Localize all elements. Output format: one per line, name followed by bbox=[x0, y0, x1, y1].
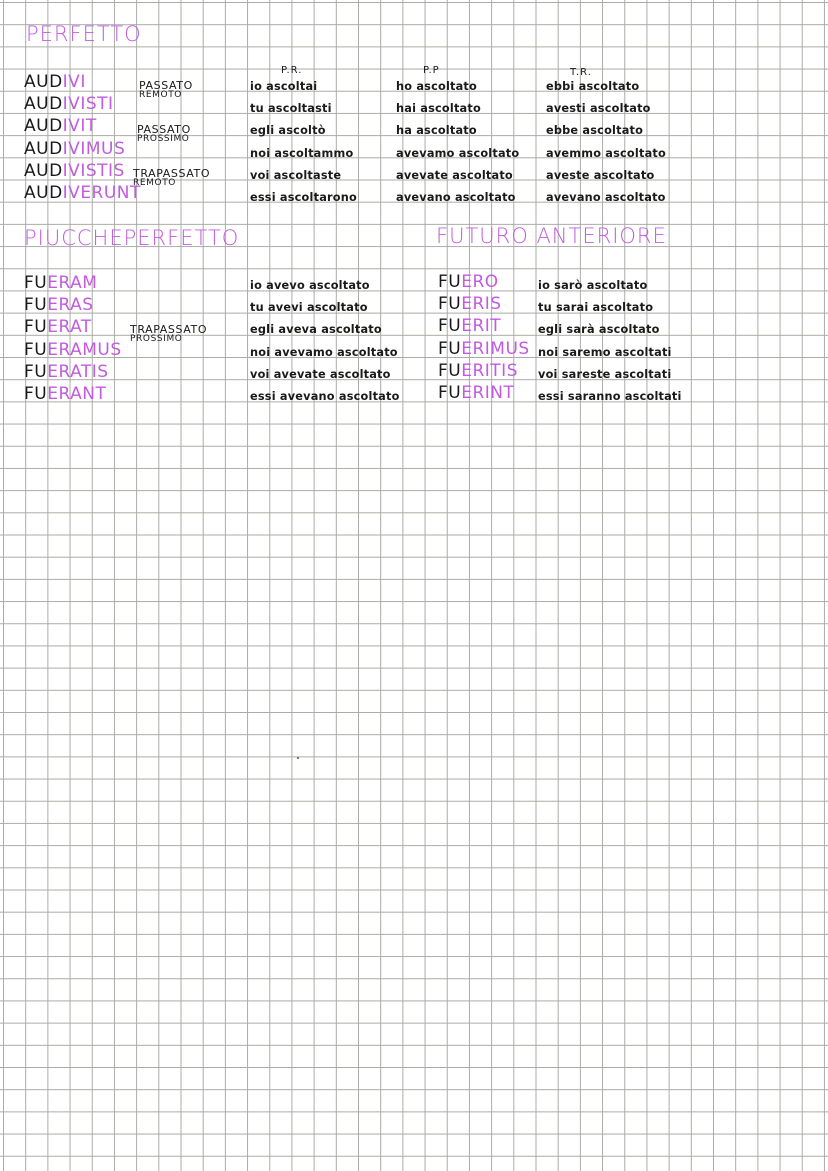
translation-row: avemmo ascoltato bbox=[546, 146, 666, 160]
verb-row bbox=[438, 315, 530, 337]
verb-ending: IVISTI bbox=[62, 94, 114, 115]
translation-column-tr bbox=[546, 76, 666, 209]
translation-row: essi ascoltarono bbox=[250, 190, 357, 204]
translation-row: voi avevate ascoltato bbox=[250, 367, 391, 381]
translation-row: avesti ascoltato bbox=[546, 102, 651, 116]
verb-stem: FU bbox=[24, 339, 48, 360]
futuro-anteriore-title: FUTURO ANTERIORE bbox=[436, 224, 667, 248]
translation-row: ebbi ascoltato bbox=[546, 80, 640, 93]
verb-stem: FU bbox=[438, 316, 462, 337]
verb-row bbox=[24, 316, 122, 338]
verb-ending: ERAMUS bbox=[47, 339, 122, 360]
verb-row bbox=[438, 271, 530, 293]
translation-row: voi ascoltaste bbox=[250, 168, 342, 182]
translation-row: tu ascoltasti bbox=[250, 102, 332, 116]
verb-ending: ERIMUS bbox=[461, 338, 530, 359]
translation-row: egli ascoltò bbox=[250, 124, 326, 138]
translation-row: avevate ascoltato bbox=[396, 168, 513, 182]
tense-label-line2: PROSSIMO bbox=[130, 334, 183, 344]
perfetto-verb-list bbox=[24, 71, 141, 204]
tense-label-passato-prossimo bbox=[137, 125, 191, 144]
verb-row bbox=[24, 182, 141, 204]
verb-ending: ERINT bbox=[461, 382, 515, 403]
verb-ending: ERIS bbox=[461, 294, 502, 315]
translation-row: noi ascoltammo bbox=[250, 146, 354, 160]
futuro-anteriore-verb-list bbox=[438, 271, 530, 404]
translation-row: avevano ascoltato bbox=[546, 190, 666, 204]
verb-row bbox=[24, 272, 122, 294]
verb-row bbox=[24, 361, 122, 383]
verb-stem: FU bbox=[438, 272, 462, 292]
verb-ending: ERATIS bbox=[47, 361, 109, 382]
translation-row: io ascoltai bbox=[250, 80, 318, 93]
column-header-tr: T.R. bbox=[570, 67, 592, 78]
verb-stem: FU bbox=[24, 295, 48, 316]
translation-row: egli sarà ascoltato bbox=[538, 323, 660, 337]
translation-row: tu sarai ascoltato bbox=[538, 301, 654, 315]
verb-row bbox=[24, 339, 122, 361]
verb-stem: FU bbox=[24, 273, 48, 293]
verb-row bbox=[438, 293, 530, 315]
verb-row bbox=[24, 383, 122, 405]
translation-row: noi saremo ascoltati bbox=[538, 345, 672, 359]
verb-ending: IVERUNT bbox=[62, 182, 141, 203]
piuccheperfetto-verb-list bbox=[24, 272, 122, 405]
translation-row: essi saranno ascoltati bbox=[538, 389, 682, 403]
verb-row bbox=[24, 294, 122, 316]
translation-row: ho ascoltato bbox=[396, 80, 477, 93]
tense-label-trapassato-prossimo bbox=[130, 325, 207, 344]
verb-row bbox=[24, 115, 141, 137]
piuccheperfetto-title: PIUCCHEPERFETTO bbox=[24, 226, 240, 250]
verb-ending: IVISTIS bbox=[62, 160, 125, 181]
verb-ending: ERAT bbox=[47, 317, 92, 338]
translation-row: egli aveva ascoltato bbox=[250, 323, 382, 337]
verb-stem: FU bbox=[438, 382, 462, 403]
tense-label-line1: TRAPASSATO bbox=[133, 167, 211, 180]
verb-ending: ERO bbox=[461, 272, 499, 292]
verb-stem: FU bbox=[438, 338, 462, 359]
translation-row: essi avevano ascoltato bbox=[250, 389, 400, 403]
tense-label-line2: REMOTO bbox=[139, 90, 182, 100]
verb-ending: ERIT bbox=[461, 316, 502, 337]
tense-label-line1: TRAPASSATO bbox=[130, 323, 208, 336]
translation-row: voi sareste ascoltati bbox=[538, 367, 672, 381]
translation-row: io avevo ascoltato bbox=[250, 279, 370, 292]
translation-column-pp bbox=[396, 76, 519, 209]
tense-label-passato-remoto bbox=[139, 81, 193, 100]
translation-row: tu avevi ascoltato bbox=[250, 301, 368, 315]
translation-row: ha ascoltato bbox=[396, 124, 477, 138]
translation-row: avevamo ascoltato bbox=[396, 146, 520, 160]
translation-row: noi avevamo ascoltato bbox=[250, 345, 398, 359]
tense-label-line1: PASSATO bbox=[139, 79, 193, 92]
verb-ending: ERANT bbox=[47, 383, 107, 404]
tense-label-line2: REMOTO bbox=[133, 178, 176, 188]
verb-stem: FU bbox=[24, 383, 48, 404]
verb-ending: ERAM bbox=[47, 273, 98, 293]
translation-row: ebbe ascoltato bbox=[546, 124, 644, 138]
tense-label-line2: PROSSIMO bbox=[137, 134, 190, 144]
verb-ending: IVIMUS bbox=[62, 138, 126, 159]
verb-stem: FU bbox=[438, 294, 462, 315]
translation-row: io sarò ascoltato bbox=[538, 279, 648, 292]
translation-row: avevano ascoltato bbox=[396, 190, 516, 204]
tense-label-line1: PASSATO bbox=[137, 123, 191, 136]
verb-stem: AUD bbox=[24, 138, 63, 159]
verb-stem: FU bbox=[438, 360, 462, 381]
translation-column-pr bbox=[250, 76, 357, 209]
verb-stem: AUD bbox=[24, 116, 63, 137]
verb-stem: AUD bbox=[24, 72, 63, 92]
pen-dot bbox=[297, 757, 299, 759]
translation-row: aveste ascoltato bbox=[546, 168, 655, 182]
verb-stem: FU bbox=[24, 317, 48, 338]
tense-label-trapassato-remoto bbox=[133, 169, 210, 188]
verb-stem: AUD bbox=[24, 160, 63, 181]
verb-row bbox=[438, 360, 530, 382]
verb-row bbox=[438, 338, 530, 360]
verb-row bbox=[24, 93, 141, 115]
verb-stem: AUD bbox=[24, 182, 63, 203]
verb-stem: AUD bbox=[24, 94, 63, 115]
verb-row bbox=[24, 138, 141, 160]
futuro-anteriore-translations bbox=[538, 275, 682, 408]
verb-ending: IVI bbox=[62, 72, 86, 92]
perfetto-title: PERFETTO bbox=[26, 22, 142, 46]
column-header-pp: P.P bbox=[423, 65, 440, 76]
verb-ending: ERITIS bbox=[461, 360, 518, 381]
verb-row bbox=[24, 160, 141, 182]
verb-row bbox=[24, 71, 141, 93]
translation-row: hai ascoltato bbox=[396, 102, 481, 116]
verb-ending: ERAS bbox=[47, 295, 94, 316]
verb-row bbox=[438, 382, 530, 404]
verb-ending: IVIT bbox=[62, 116, 97, 137]
verb-stem: FU bbox=[24, 361, 48, 382]
piuccheperfetto-translations bbox=[250, 275, 400, 408]
column-header-pr: P.R. bbox=[281, 65, 303, 76]
